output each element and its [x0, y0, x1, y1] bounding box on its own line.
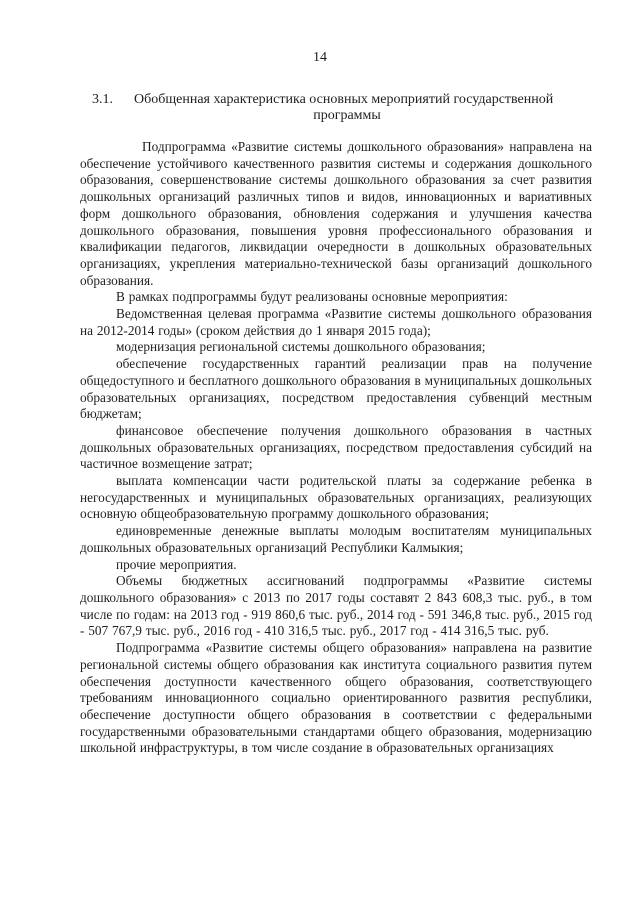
- paragraph-activity-teacher-payments: единовременные денежные выплаты молодым воспитателям муниципальных дошкольных образовательных организаций Республики Калмыкия;: [80, 523, 592, 555]
- section-title-line2: программы: [313, 107, 381, 123]
- paragraph-preschool-subprogram: Подпрограмма «Развитие системы дошкольного образования» направлена на обеспечение устойчивого качественного развития системы и содержания дошкольного образования, совершенствование системы дошкольного образования за счет развития дошкольных организаций различных типов и видов, инновационных и вариативных форм дошкольного образования, обновления содержания и улучшения качества дошкольного образования, повышения уровня профессионального образования и квалификации педагогов, ликвидации очередности в дошкольных образовательных организациях, укрепления материально-технической базы организаций дошкольного образования.: [80, 139, 592, 288]
- paragraph-activity-modernization: модернизация региональной системы дошкольного образования;: [116, 339, 486, 355]
- page-number: 14: [313, 50, 327, 65]
- paragraph-activity-private-funding: финансовое обеспечение получения дошкольного образования в частных дошкольных образовательных организациях, посредством предоставления субсидий на частичное возмещение затрат;: [80, 422, 592, 472]
- section-title-line1: Обобщенная характеристика основных мероприятий государственной: [134, 92, 554, 107]
- section-heading: [92, 92, 592, 123]
- section-number: 3.1.: [92, 92, 113, 107]
- paragraph-activity-target-program: Ведомственная целевая программа «Развитие системы дошкольного образования на 2012-2014 годы» (сроком действия до 1 января 2015 года);: [80, 306, 592, 338]
- paragraph-general-education-subprogram: Подпрограмма «Развитие системы общего образования» направлена на развитие региональной системы общего образования как института социального развития путем обеспечения доступности качественного общего образования, соответствующего требованиям инновационного социально ориентированного развития республики, обеспечение доступности общего образования в соответствии с федеральными государственными образовательными стандартами общего образования, модернизацию школьной инфраструктуры, в том числе создание в образовательных организациях: [80, 640, 592, 756]
- paragraph-activity-other: прочие мероприятия.: [116, 556, 237, 572]
- paragraph-activity-state-guarantees: обеспечение государственных гарантий реализации прав на получение общедоступного и бесплатного дошкольного образования в муниципальных дошкольных образовательных организациях, посредством предоставления субвенций местным бюджетам;: [80, 356, 592, 422]
- paragraph-activity-parent-compensation: выплата компенсации части родительской платы за содержание ребенка в негосударственных и муниципальных образовательных организациях, реализующих основную общеобразовательную программу дошкольного образования;: [80, 473, 592, 522]
- paragraph-activities-intro: В рамках подпрограммы будут реализованы основные мероприятия:: [116, 289, 508, 305]
- paragraph-budget-allocations: Объемы бюджетных ассигнований подпрограммы «Развитие системы дошкольного образования» с 2013 по 2017 годы составят 2 843 608,3 тыс. руб., в том числе по годам: на 2013 год - 919 860,6 тыс. руб., 2014 год - 591 346,8 тыс. руб., 2015 год - 507 767,9 тыс. руб., 2016 год - 410 316,5 тыс. руб., 2017 год - 414 316,5 тыс. руб.: [80, 573, 592, 639]
- body-text: [80, 139, 592, 757]
